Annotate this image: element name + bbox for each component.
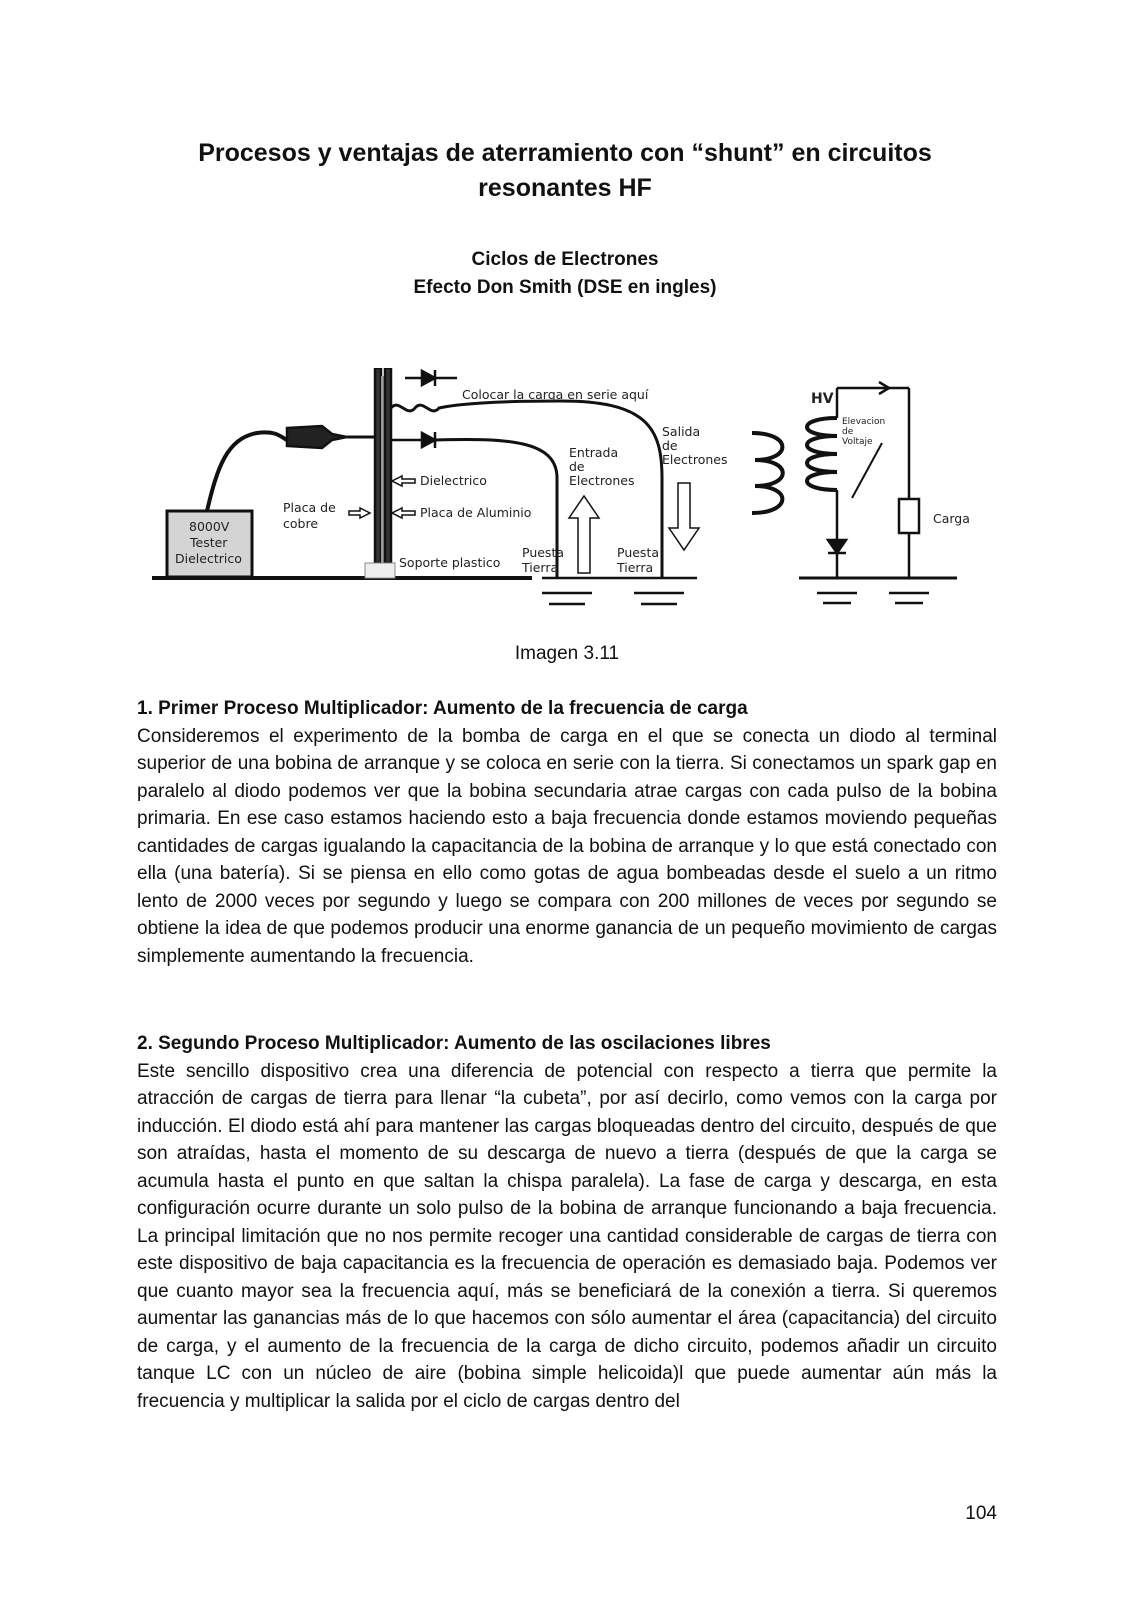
label-plastic-support: Soporte plastico — [399, 555, 501, 570]
label-rise-3: Voltaje — [842, 437, 873, 447]
label-load-series: Colocar la carga en serie aquí — [462, 387, 649, 402]
label-in-2: de — [569, 459, 585, 474]
section-1 — [137, 695, 997, 970]
label-load: Carga — [933, 511, 970, 526]
label-dielectric: Dielectrico — [420, 473, 487, 488]
section-1-body: Consideremos el experimento de la bomba de carga en el que se conecta un diodo al terminal superior de una bobina de arranque y se coloca en serie con la tierra. Si conectamos un spark gap en paralelo al diodo podemos ver que la bobina secundaria atrae cargas con cada pulso de la bobina primaria. En ese caso estamos haciendo esto a baja frecuencia donde estamos moviendo pequeñas cantidades de cargas igualando la capacitancia de la bobina de arranque y lo que está conectado con ella (una batería). Si se piensa en ello como gotas de agua bombeadas desde el suelo a un ritmo lento de 2000 veces por segundo y luego se compara con 200 millones de veces por segundo se obtiene la idea de que podemos producir una enorme ganancia de un pequeño movimiento de cargas simplemente aumentando la frecuencia. — [137, 725, 997, 967]
label-out-3: Electrones — [662, 452, 728, 467]
figure-caption: Imagen 3.11 — [514, 643, 620, 664]
section-2-heading: 2. Segundo Proceso Multiplicador: Aumento de las oscilaciones libres — [137, 1033, 771, 1054]
label-tester-1: 8000V — [189, 519, 230, 534]
label-in-1: Entrada — [569, 445, 619, 460]
label-ground-1a: Puesta — [522, 545, 565, 560]
label-out-2: de — [662, 438, 678, 453]
label-aluminum: Placa de Aluminio — [420, 505, 532, 520]
label-out-1: Salida — [662, 424, 701, 439]
label-tester-2: Tester — [190, 535, 228, 550]
section-2 — [137, 1030, 997, 1415]
label-copper-1: Placa de — [283, 500, 336, 515]
label-ground-2b: Tierra — [617, 560, 654, 575]
label-ground-1b: Tierra — [522, 560, 559, 575]
subtitle — [160, 246, 970, 302]
section-1-heading: 1. Primer Proceso Multiplicador: Aumento de la frecuencia de carga — [137, 698, 748, 719]
label-hv: HV — [811, 391, 834, 407]
label-rise-2: de — [842, 427, 854, 437]
subtitle-line-1: Ciclos de Electrones — [471, 249, 659, 270]
label-copper-2: cobre — [283, 516, 319, 531]
label-rise-1: Elevacion — [842, 417, 886, 427]
page-title: Procesos y ventajas de aterramiento con “shunt” en circuitos resonantes HF — [198, 139, 932, 202]
subtitle-line-2: Efecto Don Smith (DSE en ingles) — [413, 277, 717, 298]
circuit-diagram — [137, 368, 997, 624]
label-in-3: Electrones — [569, 473, 635, 488]
section-2-body: Este sencillo dispositivo crea una diferencia de potencial con respecto a tierra que permite la atracción de cargas de tierra para llenar “la cubeta”, por así decirlo, como vemos con la carga por inducción. El diodo está ahí para mantener las cargas bloqueadas dentro del circuito, después de que son atraídas, hasta el momento de su descarga de nuevo a tierra (después de que la carga se acumula hasta el punto en que saltan la chispa paralela). La fase de carga y descarga, en esta configuración ocurre durante un solo pulso de la bobina de arranque funcionando a baja frecuencia. La principal limitación que no nos permite recoger una cantidad considerable de cargas de tierra con este dispositivo de baja capacitancia es la frecuencia de operación es demasiado baja. Podemos ver que cuanto mayor sea la frecuencia aquí, más se beneficiará de la conexión a tierra. Si queremos aumentar las ganancias más de lo que hacemos con sólo aumentar el área (capacitancia) del circuito de carga, y el aumento de la frecuencia de la carga de dicho circuito, podemos añadir un circuito tanque LC con un núcleo de aire (bobina simple helicoida)l que puede aumentar aún más la frecuencia y multiplicar la salida por el ciclo de cargas dentro del — [137, 1060, 997, 1412]
page-number: 104 — [965, 1503, 997, 1524]
label-ground-2a: Puesta — [617, 545, 660, 560]
label-tester-3: Dielectrico — [175, 551, 242, 566]
